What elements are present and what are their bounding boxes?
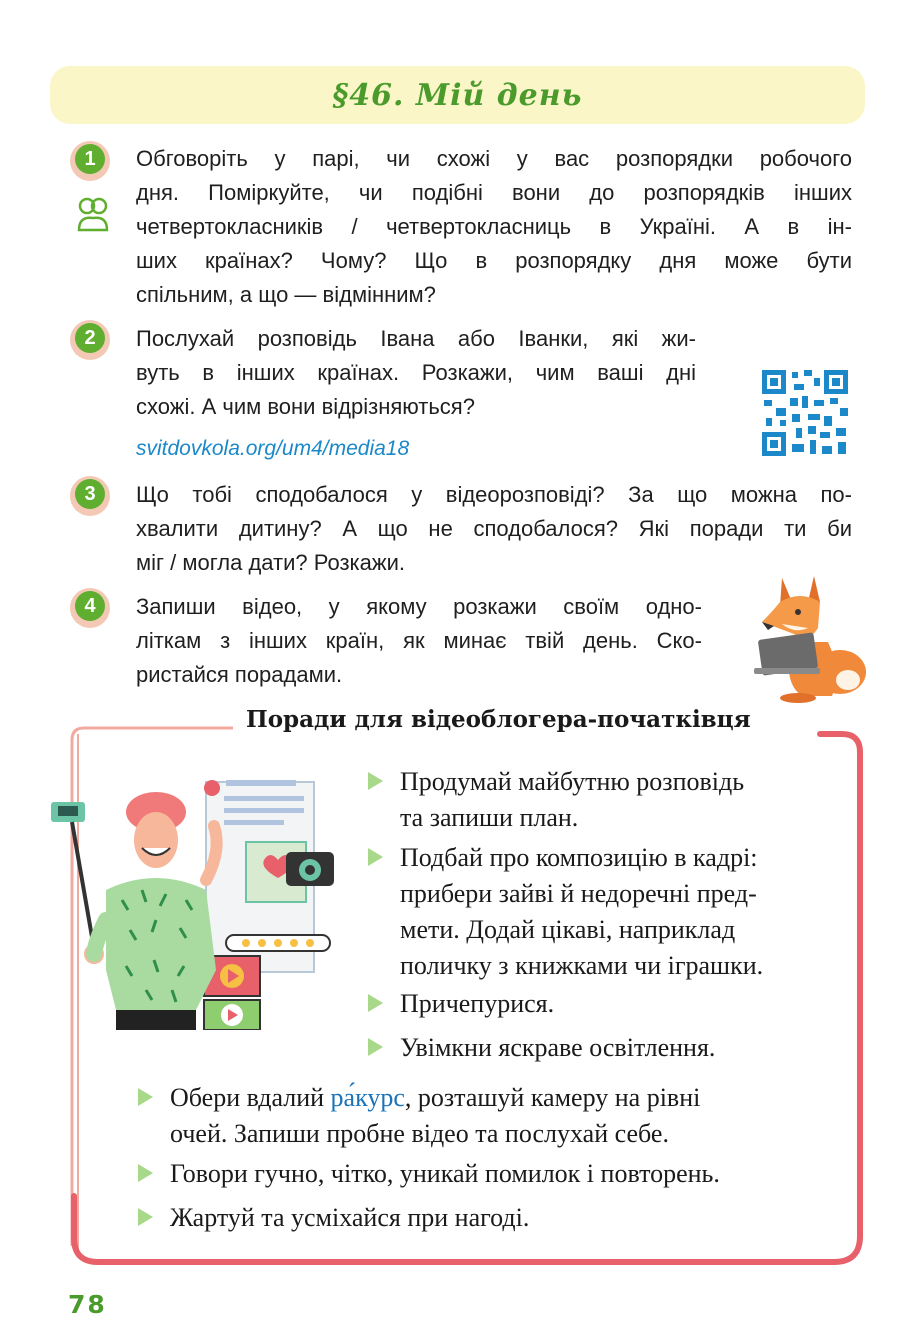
tips-heading: Поради для відеоблогера-початківця	[240, 706, 757, 733]
tip-item: Обери вдалий ра́курс, розташуй камеру на рівні очей. Запиши пробне відео та послухай себе.	[170, 1083, 701, 1148]
task-number-badge: 1	[70, 141, 110, 181]
tip-item: Подбай про композицію в кадрі: прибери зайві й недоречні пред- мети. Додай цікаві, наприклад поличку з книжками чи іграшки.	[400, 843, 764, 980]
qr-code[interactable]	[760, 368, 850, 458]
tip-item: Увімкни яскраве освітлення.	[400, 1033, 716, 1062]
tip-item: Продумай майбутню розповідь та запиши план.	[400, 767, 745, 832]
section-title: §46. Мій день	[332, 77, 583, 113]
task-number-badge: 2	[70, 320, 110, 360]
task-3-text: Що тобі сподобалося у відеорозповіді? За що можна по- хвалити дитину? А що не сподобалося? Які поради ти би міг / могла дати? Розкажи.	[136, 482, 852, 575]
pair-work-icon	[77, 194, 109, 234]
bullet-arrow-icon	[368, 772, 383, 790]
task-number-badge: 4	[70, 588, 110, 628]
task-number-badge: 3	[70, 476, 110, 516]
tip-item: Жартуй та усміхайся при нагоді.	[170, 1203, 530, 1232]
bullet-arrow-icon	[368, 848, 383, 866]
media-link[interactable]: svitdovkola.org/um4/media18	[136, 437, 410, 460]
bullet-arrow-icon	[138, 1208, 153, 1226]
glossary-term[interactable]: ра́курс	[330, 1083, 405, 1112]
section-title-bar	[50, 66, 865, 124]
tip-item: Говори гучно, чітко, уникай помилок і повторень.	[170, 1159, 720, 1188]
bullet-arrow-icon	[138, 1164, 153, 1182]
bullet-arrow-icon	[368, 994, 383, 1012]
task-4-text: Запиши відео, у якому розкажи своїм одно- літкам з інших країн, як минає твій день. Ско- ристайся порадами.	[136, 594, 702, 687]
vlogger-illustration	[46, 770, 346, 1030]
task-2-text: Послухай розповідь Івана або Іванки, які жи- вуть в інших країнах. Розкажи, чим ваші дні схожі. А чим вони відрізняються?	[136, 326, 696, 419]
page-number: 78	[68, 1290, 107, 1319]
tip-item: Причепурися.	[400, 989, 555, 1018]
fox-with-laptop-illustration	[752, 572, 870, 704]
bullet-arrow-icon	[368, 1038, 383, 1056]
bullet-arrow-icon	[138, 1088, 153, 1106]
task-1-text: Обговоріть у парі, чи схожі у вас розпорядки робочого дня. Поміркуйте, чи подібні вони до розпорядків інших четвертокласників / четвертокласниць в Україні. А в ін- ших країнах? Чому? Що в розпорядку дня може бути спільним, а що — відмінним?	[136, 146, 852, 307]
